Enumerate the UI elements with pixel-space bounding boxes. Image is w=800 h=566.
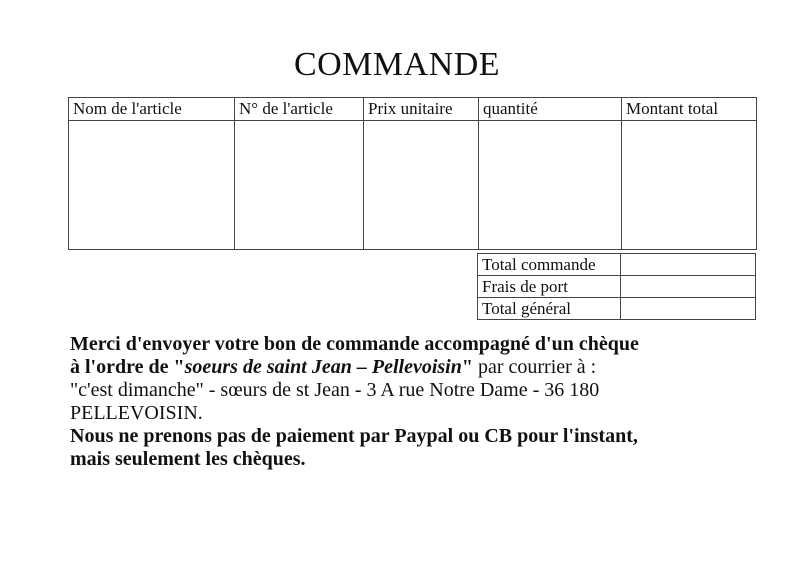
grand-total-value[interactable]: [621, 298, 756, 320]
grand-total-label: Total général: [478, 298, 621, 320]
instructions-address: "c'est dimanche" - sœurs de st Jean - 3 A rue Notre Dame - 36 180: [70, 379, 600, 401]
totals-row-order: [478, 254, 756, 276]
page-title: COMMANDE: [293, 46, 501, 83]
header-article-name: Nom de l'article: [69, 98, 235, 121]
table-header-row: [69, 98, 757, 121]
totals-table: [477, 253, 756, 320]
instructions-city: PELLEVOISIN.: [70, 402, 203, 424]
totals-row-shipping: [478, 276, 756, 298]
instructions-line-5: Nous ne prenons pas de paiement par Paypal ou CB pour l'instant,: [70, 425, 638, 447]
shipping-value[interactable]: [621, 276, 756, 298]
cell-total-amount[interactable]: [622, 121, 757, 250]
header-total-amount: Montant total: [622, 98, 757, 121]
cell-quantity[interactable]: [479, 121, 622, 250]
payee-name: soeurs de saint Jean – Pellevoisin: [184, 356, 462, 378]
total-order-label: Total commande: [478, 254, 621, 276]
totals-row-grand: [478, 298, 756, 320]
cell-article-name[interactable]: [69, 121, 235, 250]
cell-unit-price[interactable]: [364, 121, 479, 250]
order-table: [68, 97, 757, 250]
table-row: [69, 121, 757, 250]
instructions-line-2: à l'ordre de "soeurs de saint Jean – Pellevoisin" par courrier à :: [70, 356, 597, 378]
header-article-number: N° de l'article: [235, 98, 364, 121]
cell-article-number[interactable]: [235, 121, 364, 250]
header-unit-price: Prix unitaire: [364, 98, 479, 121]
instructions-line-1: Merci d'envoyer votre bon de commande accompagné d'un chèque: [70, 333, 639, 355]
total-order-value[interactable]: [621, 254, 756, 276]
instructions-text: [70, 333, 770, 471]
shipping-label: Frais de port: [478, 276, 621, 298]
instructions-line-6: mais seulement les chèques.: [70, 448, 306, 470]
header-quantity: quantité: [479, 98, 622, 121]
